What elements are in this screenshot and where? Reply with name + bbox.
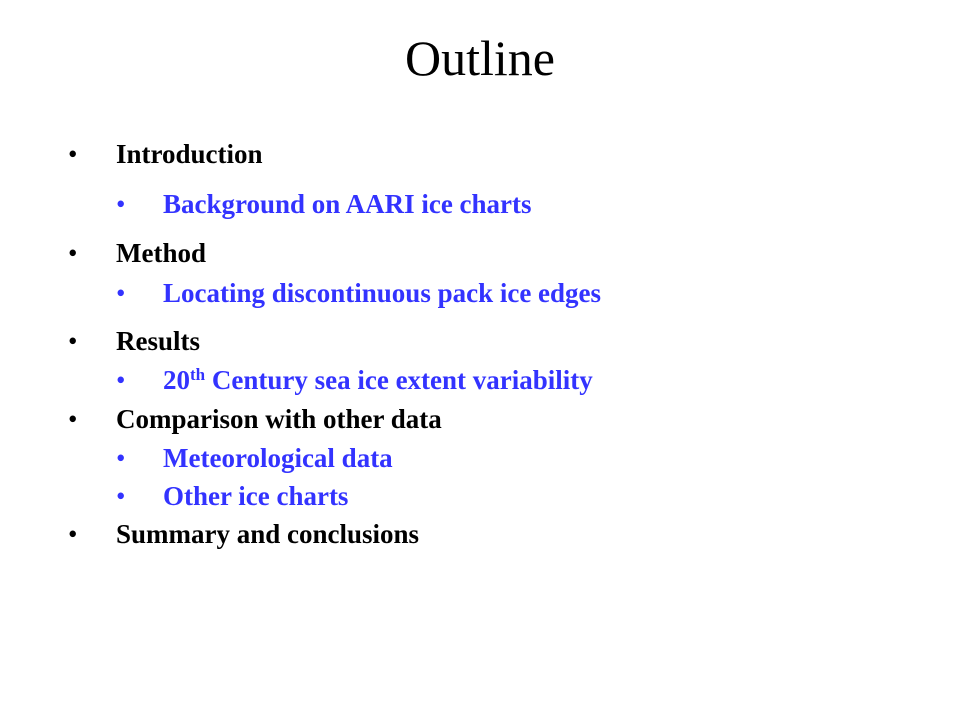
bullet-marker: • — [68, 326, 78, 356]
outline-subitem-meteorological — [116, 442, 393, 474]
outline-subitem-locating — [116, 277, 602, 309]
bullet-marker: • — [68, 519, 78, 549]
outline-item-label: Background on AARI ice charts — [163, 189, 532, 219]
bullet-marker: • — [116, 189, 126, 219]
outline-item-introduction — [68, 138, 263, 170]
outline-item-summary — [68, 518, 420, 550]
ordinal-suffix: th — [190, 365, 206, 384]
outline-item-method — [68, 237, 206, 269]
bullet-marker: • — [116, 365, 126, 395]
outline-item-label: Introduction — [116, 139, 263, 169]
bullet-marker: • — [116, 443, 126, 473]
outline-subitem-background — [116, 188, 532, 220]
outline-item-label — [163, 365, 593, 395]
bullet-marker: • — [116, 278, 126, 308]
outline-item-results — [68, 325, 201, 357]
bullet-marker: • — [68, 139, 78, 169]
bullet-marker: • — [68, 404, 78, 434]
outline-item-label: Summary and conclusions — [116, 519, 420, 549]
outline-subitem-variability — [116, 364, 593, 396]
bullet-marker: • — [116, 481, 126, 511]
outline-item-label: Method — [116, 238, 206, 268]
outline-subitem-other-ice-charts — [116, 480, 349, 512]
outline-item-comparison — [68, 403, 442, 435]
outline-item-label: Comparison with other data — [116, 404, 442, 434]
slide-title: Outline — [405, 30, 555, 86]
outline-item-label: Other ice charts — [163, 481, 349, 511]
outline-item-label: Locating discontinuous pack ice edges — [163, 278, 602, 308]
outline-item-label: Meteorological data — [163, 443, 393, 473]
outline-item-label-rest: Century sea ice extent variability — [205, 365, 593, 395]
ordinal-number: 20 — [163, 365, 190, 395]
outline-item-label: Results — [116, 326, 201, 356]
bullet-marker: • — [68, 238, 78, 268]
